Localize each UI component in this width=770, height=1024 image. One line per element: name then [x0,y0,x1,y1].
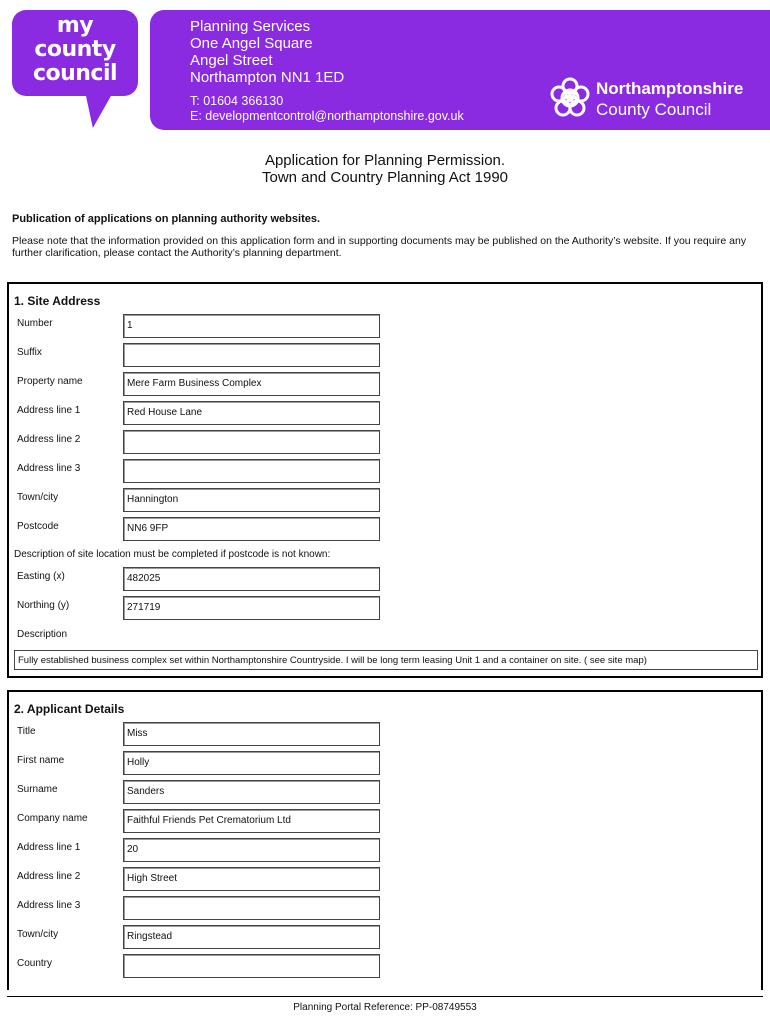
logo-text [12,14,138,86]
label-country: Country [17,958,53,969]
label-easting: Easting (x) [17,571,65,582]
address-line: One Angel Square [190,35,313,52]
contact-info [190,94,464,124]
section-title: 1. Site Address [14,294,101,308]
label-northing: Northing (y) [17,600,70,611]
address-line: Northampton NN1 1ED [190,69,345,86]
label-surname: Surname [17,784,58,795]
label-number: Number [17,318,53,329]
portal-reference: Planning Portal Reference: PP-08749553 [293,1002,477,1013]
label-property-name: Property name [17,376,83,387]
title-line-2: Town and Country Planning Act 1990 [262,169,508,186]
title-line-1: Application for Planning Permission. [264,152,506,169]
section-title: 2. Applicant Details [14,702,125,716]
address-line: Angel Street [190,52,273,69]
address-line: Planning Services [190,18,311,35]
label-suffix: Suffix [17,347,42,358]
postcode-field[interactable]: NN6 9FP [123,517,380,541]
label-town-city: Town/city [17,929,59,940]
applicant-town-city-field[interactable]: Ringstead [123,925,380,949]
page-title [0,152,770,186]
title-field[interactable]: Miss [123,722,380,746]
country-field[interactable] [123,954,380,978]
office-address [190,18,344,86]
applicant-details-section [7,690,763,990]
site-address-section [7,282,763,678]
label-address-line-3: Address line 3 [17,463,81,474]
publication-text: Please note that the information provided on this application form and in supporting documents may be published on the Authority’s website. If you require any further clarification, please contact the Authority’s planning department. [12,235,747,259]
location-note: Description of site location must be completed if postcode is not known: [14,549,331,560]
ncc-name-line-1: Northamptonshire [596,79,744,98]
surname-field[interactable]: Sanders [123,780,380,804]
applicant-address-line-3-field[interactable] [123,896,380,920]
description-field[interactable]: Fully established business complex set within Northamptonshire Countryside. I will be long term leasing Unit 1 and a container on site. ( see site map) [14,650,758,670]
ncc-name-line-2: County Council [596,100,712,119]
publication-heading: Publication of applications on planning authority websites. [12,213,321,225]
label-title: Title [17,726,36,737]
northing-field[interactable]: 271719 [123,596,380,620]
label-address-line-2: Address line 2 [17,871,81,882]
label-address-line-3: Address line 3 [17,900,81,911]
label-company-name: Company name [17,813,88,824]
logo-line-1: my [56,13,94,38]
label-postcode: Postcode [17,521,59,532]
company-name-field[interactable]: Faithful Friends Pet Crematorium Ltd [123,809,380,833]
footer-divider [7,996,763,997]
rose-emblem-icon [548,76,592,120]
property-name-field[interactable]: Mere Farm Business Complex [123,372,380,396]
logo-speech-tail [79,92,113,128]
applicant-address-line-2-field[interactable]: High Street [123,867,380,891]
label-first-name: First name [17,755,65,766]
header-banner [150,10,770,130]
ncc-name [596,78,743,120]
number-field[interactable]: 1 [123,314,380,338]
email-address: E: developmentcontrol@northamptonshire.gov.uk [190,109,464,123]
address-line-3-field[interactable] [123,459,380,483]
label-address-line-1: Address line 1 [17,405,81,416]
label-town-city: Town/city [17,492,59,503]
logo-line-3: council [32,61,118,86]
label-address-line-1: Address line 1 [17,842,81,853]
phone-number: T: 01604 366130 [190,94,284,108]
address-line-2-field[interactable] [123,430,380,454]
easting-field[interactable]: 482025 [123,567,380,591]
suffix-field[interactable] [123,343,380,367]
logo-line-2: county [34,37,116,62]
first-name-field[interactable]: Holly [123,751,380,775]
applicant-address-line-1-field[interactable]: 20 [123,838,380,862]
label-address-line-2: Address line 2 [17,434,81,445]
label-description: Description [17,629,68,640]
town-city-field[interactable]: Hannington [123,488,380,512]
address-line-1-field[interactable]: Red House Lane [123,401,380,425]
